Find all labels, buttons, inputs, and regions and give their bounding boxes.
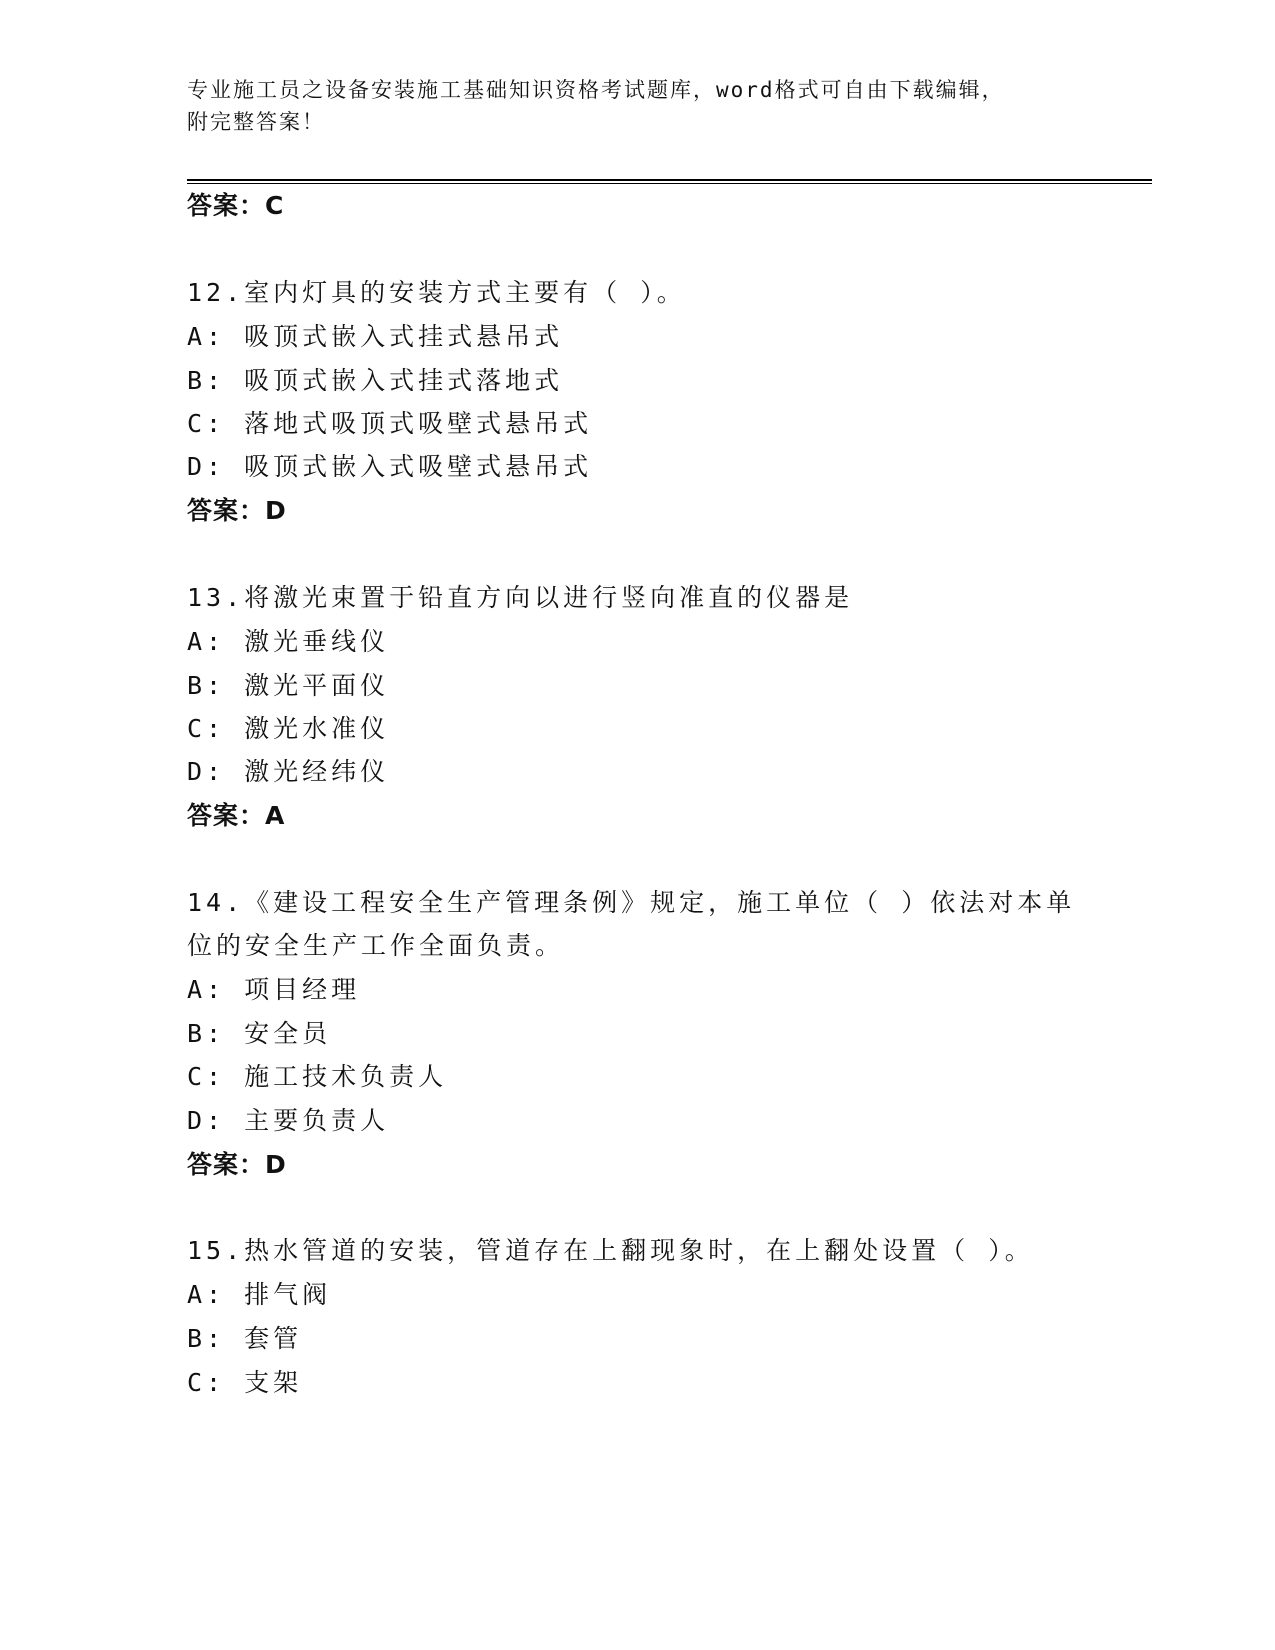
header-divider	[187, 179, 1152, 184]
question-12-option-c: C: 落地式吸顶式吸壁式悬吊式	[187, 409, 593, 438]
question-13-option-a: A: 激光垂线仪	[187, 627, 390, 656]
question-13-option-d: D: 激光经纬仪	[187, 757, 390, 786]
document-header	[187, 74, 1067, 138]
question-15-option-b: B: 套管	[187, 1324, 303, 1353]
question-12-option-a: A: 吸顶式嵌入式挂式悬吊式	[187, 322, 564, 351]
question-12-stem: 12.室内灯具的安装方式主要有（ ）。	[187, 278, 686, 307]
header-line-2: 附完整答案！	[187, 110, 325, 134]
question-13-answer: 答案：A	[187, 801, 286, 830]
question-13-option-b: B: 激光平面仪	[187, 671, 390, 700]
previous-answer: 答案：C	[187, 191, 285, 220]
question-14-option-b: B: 安全员	[187, 1019, 332, 1048]
question-14-option-c: C: 施工技术负责人	[187, 1062, 448, 1091]
question-12-option-b: B: 吸顶式嵌入式挂式落地式	[187, 366, 564, 395]
question-13-option-c: C: 激光水准仪	[187, 714, 390, 743]
question-14-option-a: A: 项目经理	[187, 975, 361, 1004]
question-15-option-a: A: 排气阀	[187, 1280, 332, 1309]
question-14-option-d: D: 主要负责人	[187, 1106, 390, 1135]
header-line-1: 专业施工员之设备安装施工基础知识资格考试题库，word格式可自由下载编辑，	[187, 78, 1005, 102]
question-12-answer: 答案：D	[187, 496, 287, 525]
question-15-option-c: C: 支架	[187, 1368, 303, 1397]
question-13-stem: 13.将激光束置于铅直方向以进行竖向准直的仪器是	[187, 583, 854, 612]
question-14-stem-line-2: 位的安全生产工作全面负责。	[187, 931, 565, 960]
question-15-stem: 15.热水管道的安装，管道存在上翻现象时，在上翻处设置（ ）。	[187, 1236, 1034, 1265]
question-12-option-d: D: 吸顶式嵌入式吸壁式悬吊式	[187, 452, 593, 481]
question-14-answer: 答案：D	[187, 1150, 287, 1179]
question-14-stem-line-1: 14.《建设工程安全生产管理条例》规定，施工单位（ ）依法对本单	[187, 888, 1076, 917]
